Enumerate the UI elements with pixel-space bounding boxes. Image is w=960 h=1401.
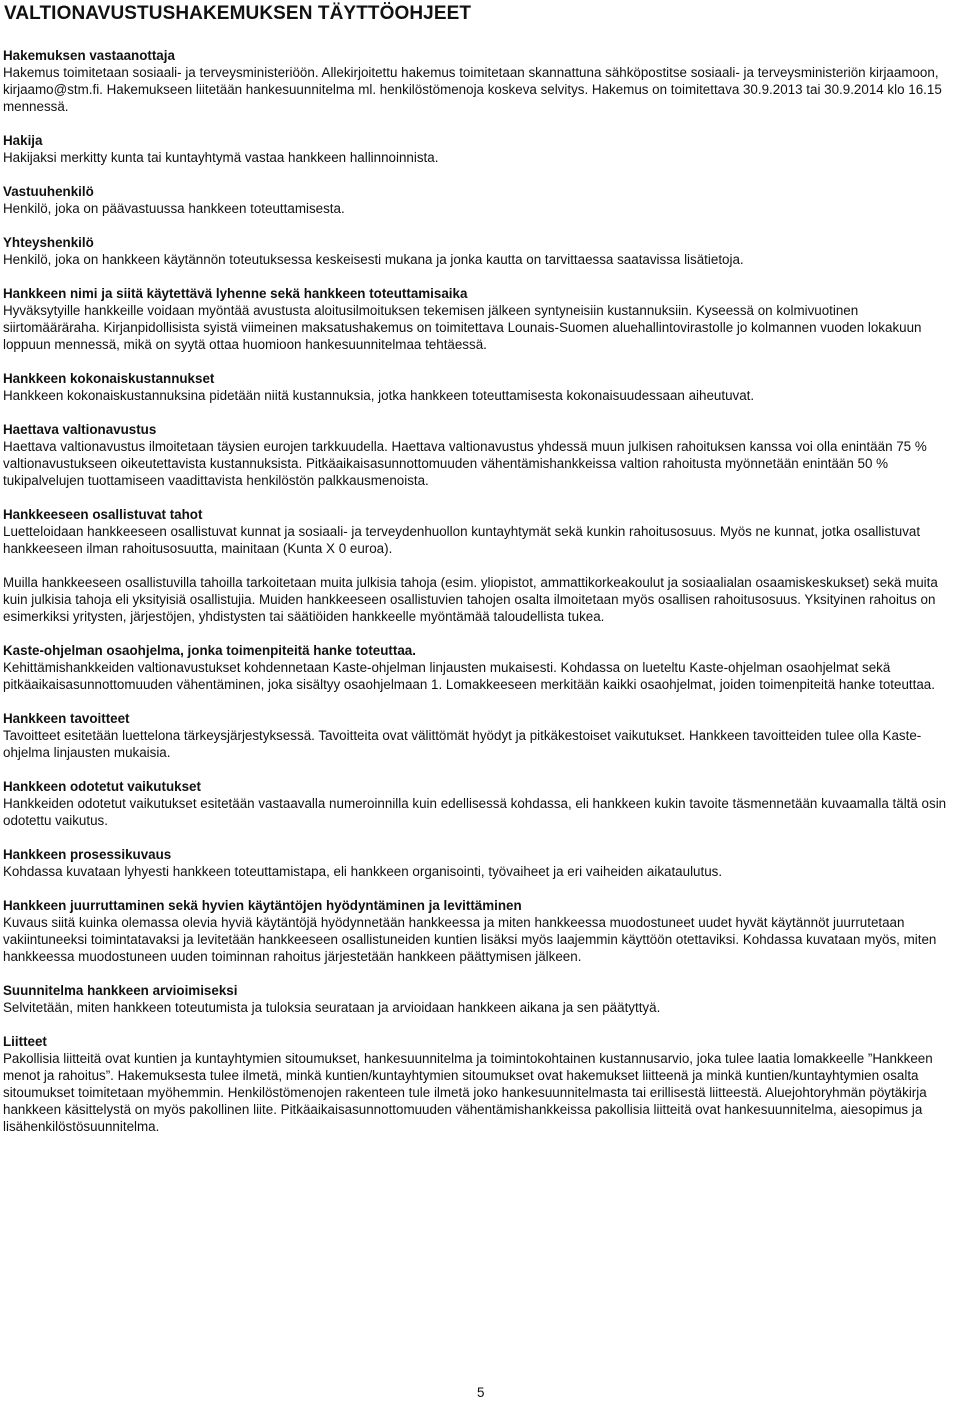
section-paragraph: Henkilö, joka on päävastuussa hankkeen toteuttamisesta. — [3, 201, 345, 216]
section-heading: Hakemuksen vastaanottaja — [3, 48, 175, 63]
section-heading: Hankkeen nimi ja siitä käytettävä lyhenne sekä hankkeen toteuttamisaika — [3, 286, 468, 301]
section-paragraph: Kehittämishankkeiden valtionavustukset kohdennetaan Kaste-ohjelman linjausten mukaisesti. Kohdassa on lueteltu Kaste-ohjelman osaohjelmat sekä pitkäaikaisasunnottomuuden vähentäminen, joka sisältyy osaohjelmaan 1. Lomakkeeseen merkitään kaikki osaohjelmat, joiden toimenpiteitä hanke toteuttaa. — [3, 660, 935, 692]
section-paragraph: Hakemus toimitetaan sosiaali- ja terveysministeriöön. Allekirjoitettu hakemus toimitetaan skannattuna sähköpostitse sosiaali- ja terveysministeriön kirjaamoon, kirjaamo@stm.fi. Hakemukseen liitetään hankesuunnitelma ml. henkilöstömenoja koskeva selvitys. Hakemus on toimitettava 30.9.2013 tai 30.9.2014 klo 16.15 mennessä. — [3, 65, 942, 114]
section-heading: Hankkeen kokonaiskustannukset — [3, 371, 215, 386]
document-section — [3, 421, 958, 489]
section-heading: Liitteet — [3, 1034, 47, 1049]
section-paragraph: Hyväksytyille hankkeille voidaan myöntää avustusta aloitusilmoituksen tekemisen jälkeen syntyneisiin kustannuksiin. Kyseessä on kolmivuotinen siirtomääräraha. Kirjanpidollisista syistä viimeinen maksatushakemus on toimitettava Lounais-Suomen aluehallintovirastolle jo kolmannen vuoden lokakuun loppuun mennessä, mikä on syytä ottaa huomioon hankesuunnitelmaa tehtäessä. — [3, 303, 922, 352]
document-section — [3, 1033, 958, 1135]
document-section — [3, 846, 958, 880]
section-heading: Vastuuhenkilö — [3, 184, 94, 199]
document-section — [3, 982, 958, 1016]
section-heading: Haettava valtionavustus — [3, 422, 157, 437]
section-heading: Hankkeen tavoitteet — [3, 711, 130, 726]
document-title: VALTIONAVUSTUSHAKEMUKSEN TÄYTTÖOHJEET — [4, 3, 472, 24]
section-heading: Hankkeen juurruttaminen sekä hyvien käytäntöjen hyödyntäminen ja levittäminen — [3, 898, 522, 913]
document-section — [3, 642, 958, 693]
section-paragraph: Hankkeiden odotetut vaikutukset esitetään vastaavalla numeroinnilla kuin edellisessä kohdassa, eli hankkeen kukin tavoite täsmennetään kuvaamalla tältä osin odotettu vaikutus. — [3, 796, 947, 828]
document-section — [3, 897, 958, 965]
document-section — [3, 778, 958, 829]
section-paragraph: Tavoitteet esitetään luettelona tärkeysjärjestyksessä. Tavoitteita ovat välittömät hyödyt ja pitkäkestoiset vaikutukset. Hankkeen tavoitteiden tulee olla Kaste-ohjelma linjausten mukaisia. — [3, 728, 922, 760]
section-heading: Suunnitelma hankkeen arvioimiseksi — [3, 983, 238, 998]
section-paragraph: Hakijaksi merkitty kunta tai kuntayhtymä vastaa hankkeen hallinnoinnista. — [3, 150, 439, 165]
document-section — [3, 506, 958, 625]
section-paragraph: Hankkeen kokonaiskustannuksina pidetään niitä kustannuksia, jotka hankkeen toteuttamisesta kokonaisuudessaan aiheutuvat. — [3, 388, 755, 403]
section-heading: Yhteyshenkilö — [3, 235, 94, 250]
document-section — [3, 234, 958, 268]
document-section — [3, 132, 958, 166]
section-paragraph: Haettava valtionavustus ilmoitetaan täysien eurojen tarkkuudella. Haettava valtionavustus yhdessä muun julkisen rahoituksen kanssa voi olla enintään 75 % valtionavustukseen oikeutettavista kustannuksista. Pitkäaikaisasunnottomuuden vähentämishankkeissa valtion rahoitusta myönnetään enintään 50 % tukipalvelujen tuottamiseen vaadittavista henkilöstön palkkausmenoista. — [3, 439, 927, 488]
section-heading: Hankkeeseen osallistuvat tahot — [3, 507, 203, 522]
section-heading: Hankkeen odotetut vaikutukset — [3, 779, 201, 794]
document-body — [3, 47, 958, 1152]
section-paragraph: Kuvaus siitä kuinka olemassa olevia hyviä käytäntöjä hyödynnetään hankkeessa ja miten hankkeessa muodostuneet uudet hyvät käytännöt juurrutetaan vakiintuneeksi toimintatavaksi ja levitetään hankkeeseen osallistuneiden kuntien lisäksi myös laajemmin käyttöön otettaviksi. Kohdassa kuvataan myös, miten hankkeessa muodostuneen uuden toiminnan rahoitus järjestetään hankkeen päättymisen jälkeen. — [3, 915, 937, 964]
section-paragraph: Luetteloidaan hankkeeseen osallistuvat kunnat ja sosiaali- ja terveydenhuollon kuntayhtymät sekä kunkin rahoitusosuus. Myös ne kunnat, jotka osallistuvat hankkeeseen ilman rahoitusosuutta, mainitaan (Kunta X 0 euroa). — [3, 524, 921, 556]
document-section — [3, 710, 958, 761]
section-heading: Hankkeen prosessikuvaus — [3, 847, 172, 862]
section-paragraph: Kohdassa kuvataan lyhyesti hankkeen toteuttamistapa, eli hankkeen organisointi, työvaiheet ja eri vaiheiden aikataulutus. — [3, 864, 723, 879]
section-paragraph: Pakollisia liitteitä ovat kuntien ja kuntayhtymien sitoumukset, hankesuunnitelma ja toimintokohtainen kustannusarvio, joka tulee laatia lomakkeelle ”Hankkeen menot ja rahoitus”. Hakemuksesta tulee ilmetä, minkä kuntien/kuntayhtymien sitoumukset ovat hakemukset liitteenä ja minkä kuntien/kuntayhtymien osalta sitoumukset toimitetaan myöhemmin. Henkilöstömenojen rakenteen tule ilmetä joko hankesuunnitelmasta tai erillisestä liitteestä. Aluejohtoryhmän pöytäkirja hankkeen käsittelystä on myös pakollinen liite. Pitkäaikaisasunnottomuuden vähentämishankkeissa pakollisia liitteitä ovat hankesuunnitelma, aiesopimus ja lisähenkilöstösuunnitelma. — [3, 1051, 933, 1134]
document-section — [3, 285, 958, 353]
document-section — [3, 183, 958, 217]
document-section — [3, 370, 958, 404]
section-paragraph: Muilla hankkeeseen osallistuvilla tahoilla tarkoitetaan muita julkisia tahoja (esim. yliopistot, ammattikorkeakoulut ja sosiaalialan osaamiskeskukset) sekä muita kuin julkisia tahoja eli yksityisiä osallistujia. Muiden hankkeeseen osallistuvien tahojen osalta ilmoitetaan myös osallisen rahoitusosuus. Yksityinen rahoitus on esimerkiksi yritysten, järjestöjen, yhdistysten tai säätiöiden hankkeelle myöntämää taloudellista tukea. — [3, 575, 938, 624]
section-paragraph: Henkilö, joka on hankkeen käytännön toteutuksessa keskeisesti mukana ja jonka kautta on tarvittaessa saatavissa lisätietoja. — [3, 252, 744, 267]
section-paragraph: Selvitetään, miten hankkeen toteutumista ja tuloksia seurataan ja arvioidaan hankkeen aikana ja sen päätyttyä. — [3, 1000, 661, 1015]
document-section — [3, 47, 958, 115]
section-heading: Kaste-ohjelman osaohjelma, jonka toimenpiteitä hanke toteuttaa. — [3, 643, 416, 658]
page-number: 5 — [477, 1385, 485, 1400]
section-heading: Hakija — [3, 133, 43, 148]
